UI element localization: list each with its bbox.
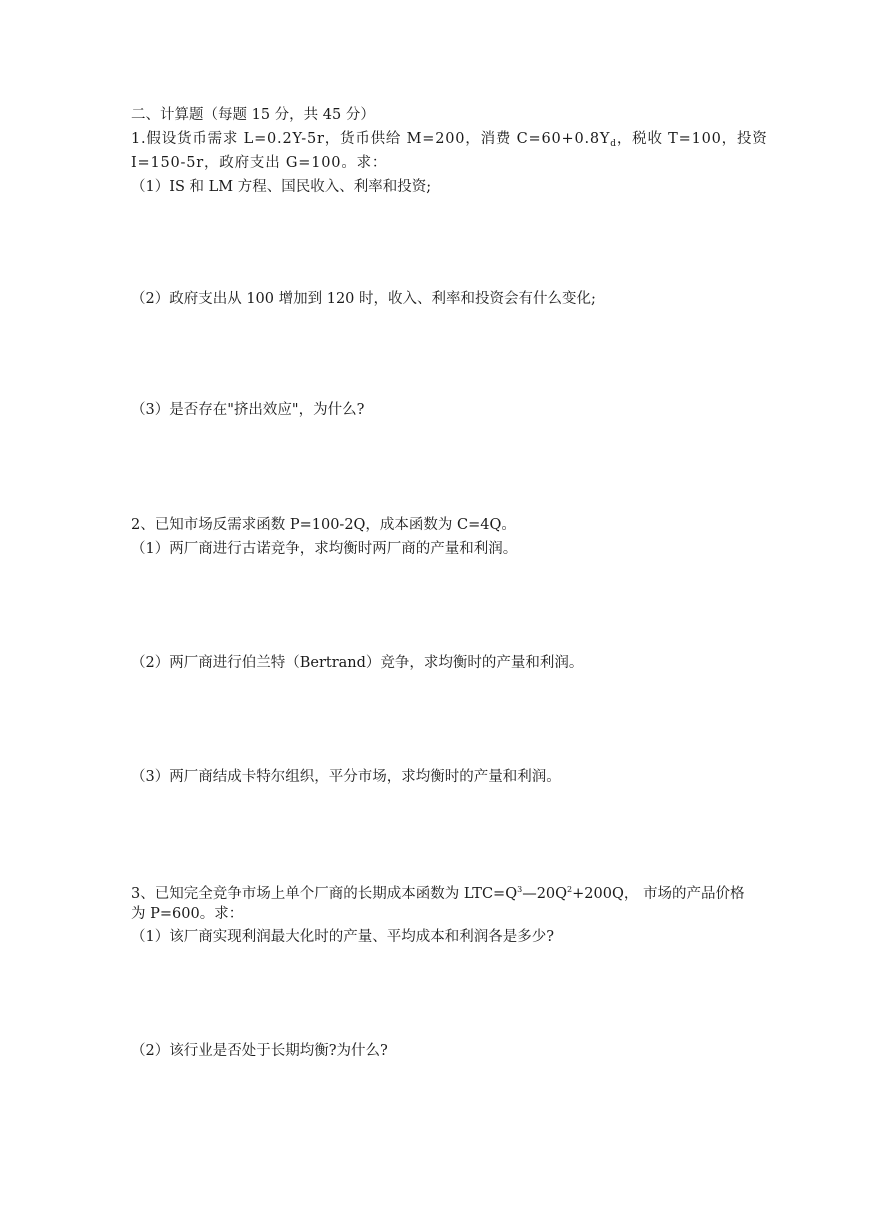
question-1-subscript: d xyxy=(610,139,617,149)
question-1-part-2: （2）政府支出从 100 增加到 120 时，收入、利率和投资会有什么变化; xyxy=(131,291,596,307)
question-3-part-1: （1）该厂商实现利润最大化时的产量、平均成本和利润各是多少? xyxy=(131,929,554,945)
question-3-part-2: （2）该行业是否处于长期均衡?为什么? xyxy=(131,1043,388,1059)
question-3-line-1 xyxy=(131,880,744,904)
question-1-line-2: I=150-5r，政府支出 G=100。求： xyxy=(131,155,388,171)
question-1-text-b: ，税收 T=100，投资 xyxy=(616,131,768,147)
question-3-superscript-2: 2 xyxy=(567,885,573,894)
question-3-line-2: 为 P=600。求： xyxy=(131,906,244,922)
question-2-part-1: （1）两厂商进行古诺竞争，求均衡时两厂商的产量和利润。 xyxy=(131,541,518,557)
question-1-part-3: （3）是否存在"挤出效应"，为什么? xyxy=(131,402,365,418)
question-1-part-1: （1）IS 和 LM 方程、国民收入、利率和投资; xyxy=(131,179,432,195)
question-3-text-a: 3、已知完全竞争市场上单个厂商的长期成本函数为 LTC=Q xyxy=(131,886,518,902)
question-2-part-2: （2）两厂商进行伯兰特（Bertrand）竞争，求均衡时的产量和利润。 xyxy=(131,655,584,671)
question-2-line-1: 2、已知市场反需求函数 P=100-2Q，成本函数为 C=4Q。 xyxy=(131,517,516,533)
question-1-line-1 xyxy=(131,129,768,154)
question-3-text-c: +200Q， 市场的产品价格 xyxy=(572,886,745,902)
section-header: 二、计算题（每题 15 分，共 45 分） xyxy=(131,107,375,123)
question-3-text-b: —20Q xyxy=(522,886,568,902)
question-1-text-a: 1.假设货币需求 L=0.2Y-5r，货币供给 M=200，消费 C=60+0.8Y xyxy=(131,131,611,147)
question-3-superscript-1: 3 xyxy=(517,885,523,894)
question-2-part-3: （3）两厂商结成卡特尔组织，平分市场，求均衡时的产量和利润。 xyxy=(131,769,561,785)
